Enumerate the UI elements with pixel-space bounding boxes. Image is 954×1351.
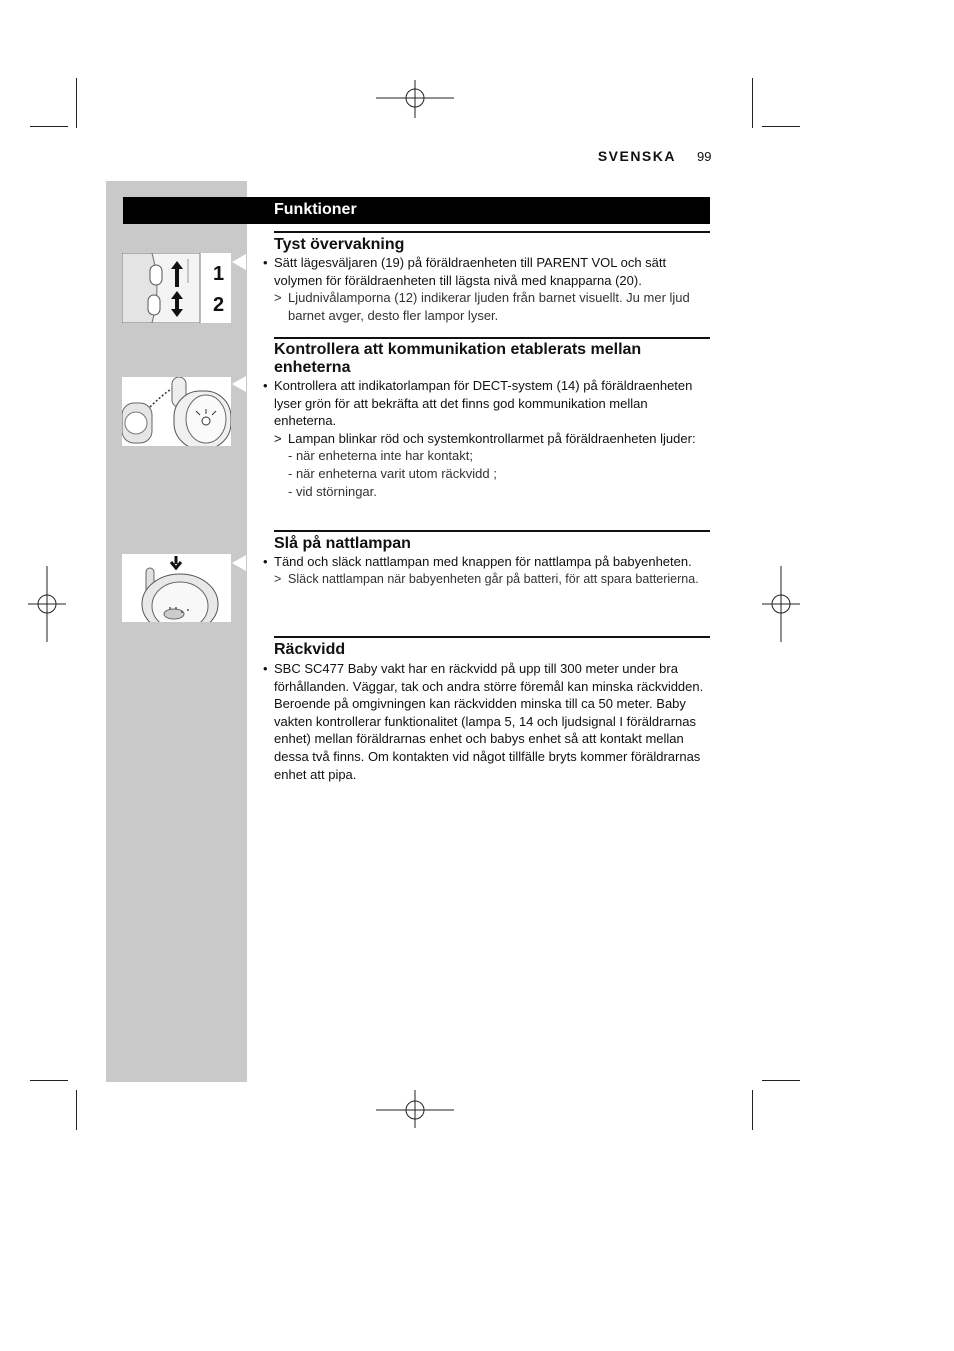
registration-mark-icon — [762, 566, 800, 642]
figure-pointer — [232, 555, 246, 571]
page-number: 99 — [697, 149, 712, 164]
instruction-text: Tänd och släck nattlampan med knappen för nattlampa på babyenheten. — [274, 554, 692, 569]
units-communication-icon — [122, 377, 231, 446]
registration-mark-icon — [376, 1090, 454, 1128]
crop-mark — [752, 1090, 753, 1130]
language-header: SVENSKA — [597, 148, 676, 164]
figure-night-light — [122, 554, 231, 622]
instruction-text: Kontrollera att indikatorlampan för DECT-system (14) på föräldraenheten lyser grön för att bekräfta att det finns god kommunikation mellan enheterna. — [274, 378, 693, 429]
section-body — [263, 660, 710, 783]
crop-mark — [762, 126, 800, 127]
bullet-marker: • — [263, 661, 268, 676]
section-title-range: Räckvidd — [274, 641, 346, 658]
bullet-marker: • — [263, 554, 268, 569]
result-marker: > — [274, 430, 282, 446]
result-text: Släck nattlampan när babyenheten går på batteri, för att spara batterierna. — [288, 571, 699, 586]
list-item: - vid störningar. — [288, 483, 377, 499]
instruction-text: Sätt lägesväljaren (19) på föräldraenheten till PARENT VOL och sätt volymen för föräldraenheten till lägsta nivå med knapparna (20). — [274, 255, 667, 288]
section-rule — [274, 231, 710, 233]
result-marker: > — [274, 571, 282, 586]
list-item: - när enheterna varit utom räckvidd ; — [288, 465, 497, 481]
registration-mark-icon — [28, 566, 66, 642]
chapter-banner — [123, 197, 710, 224]
bullet-marker: • — [263, 255, 268, 270]
list-item: - när enheterna inte har kontakt; — [288, 448, 474, 464]
baby-unit-icon — [122, 554, 231, 622]
registration-mark-icon — [376, 80, 454, 118]
bullet-marker: • — [263, 378, 268, 393]
crop-mark — [76, 1090, 77, 1130]
figure-pointer — [232, 254, 246, 270]
section-title-check-communication: Kontrollera att kommunikation etablerats mellan enheterna — [274, 341, 642, 376]
result-text: Lampan blinkar röd och systemkontrollarmet på föräldraenheten ljuder: — [288, 430, 696, 446]
section-title-night-light: Slå på nattlampan — [274, 535, 411, 552]
crop-mark — [30, 1080, 68, 1081]
crop-mark — [76, 78, 77, 128]
section-body — [263, 254, 710, 324]
crop-mark — [752, 78, 753, 128]
figure-label-1: 1 — [213, 263, 225, 285]
instruction-text: SBC SC477 Baby vakt har en räckvidd på upp till 300 meter under bra förhållanden. Väggar, tak och andra större föremål kan minska räckvidden. Beroende på omgivningen kan räckvidden minska till ca 50 meter. Baby vakten kontrollerar funktionalitet (lampa 5, 14 och ljudsignal I föräldrarnas enhet) mellan föräldrarnas enhet och babys enhet så att kontakt mellan dessa två finns. Om kontakten vid något tillfälle bryts kommer föräldrarnas enhet att pipa. — [274, 661, 704, 782]
result-marker: > — [274, 290, 282, 306]
figure-dect-link — [122, 377, 231, 446]
section-title-silent-monitoring: Tyst övervakning — [274, 236, 405, 253]
figure-pointer — [232, 376, 246, 392]
crop-mark — [762, 1080, 800, 1081]
figure-label-2: 2 — [213, 294, 225, 316]
section-rule — [274, 636, 710, 638]
section-rule — [274, 530, 710, 532]
chapter-title: Funktioner — [274, 201, 357, 218]
section-body — [263, 553, 710, 588]
result-text: Ljudnivålamporna (12) indikerar ljuden från barnet visuellt. Ju mer ljud barnet avger, desto fler lampor lyser. — [288, 290, 690, 323]
crop-mark — [30, 126, 68, 127]
section-body — [263, 377, 710, 500]
section-rule — [274, 337, 710, 339]
